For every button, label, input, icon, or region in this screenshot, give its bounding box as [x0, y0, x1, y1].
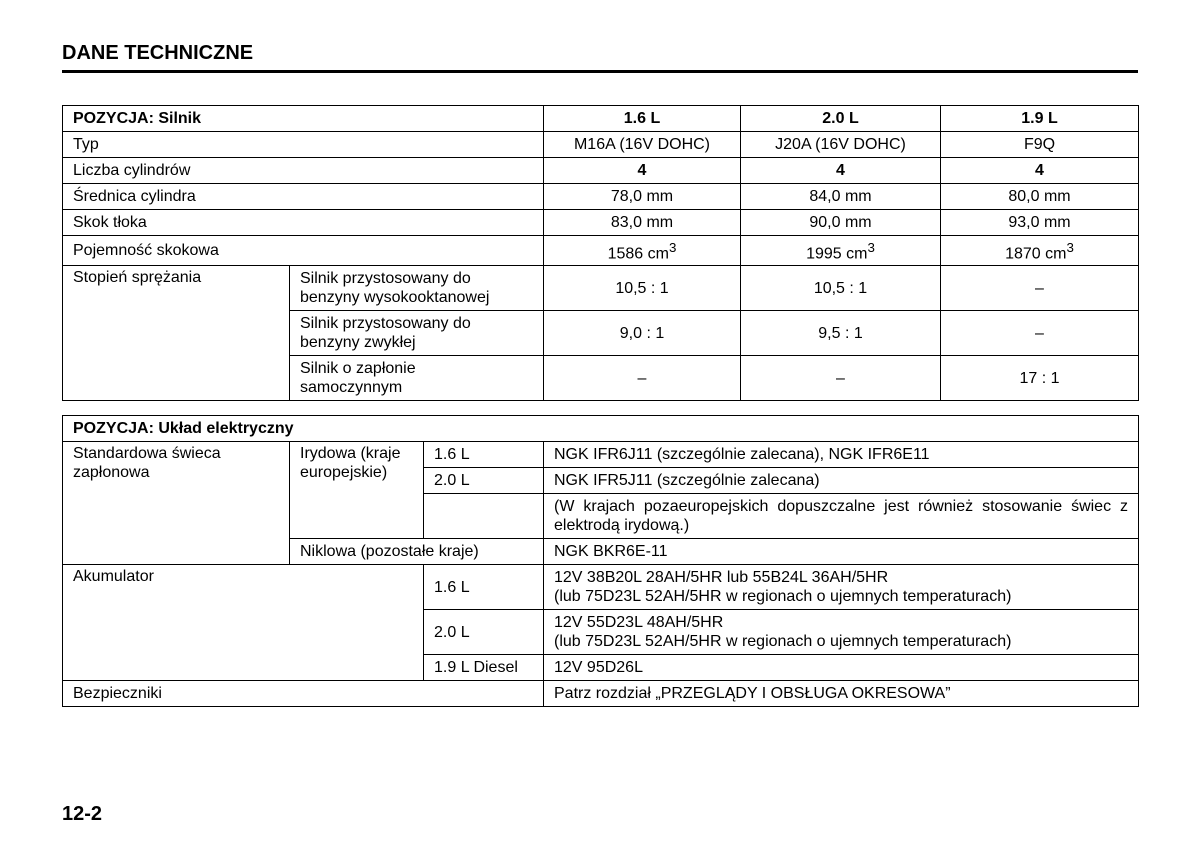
cell-16 — [544, 236, 741, 266]
label-line: benzyny zwykłej — [300, 334, 416, 352]
row-label: Średnica cylindra — [63, 184, 544, 210]
cell-16: M16A (16V DOHC) — [544, 132, 741, 158]
cell-16: 9,0 : 1 — [544, 311, 741, 356]
column-header-16: 1.6 L — [544, 106, 741, 132]
unit-superscript: 3 — [668, 240, 677, 255]
column-header-19: 1.9 L — [941, 106, 1139, 132]
table-header-row — [63, 416, 1139, 442]
cell-16: 10,5 : 1 — [544, 266, 741, 311]
empty-cell — [424, 494, 544, 539]
cell-20 — [741, 236, 941, 266]
cell-19: 80,0 mm — [941, 184, 1139, 210]
note-cell: (W krajach pozaeuropejskich dopuszczalne jest również stosowanie świec z elektrodą irydową.) — [544, 494, 1139, 539]
value-line: 12V 38B20L 28AH/5HR lub 55B24L 36AH/5HR — [554, 569, 889, 586]
cell-20: 10,5 : 1 — [741, 266, 941, 311]
engine-spec-table — [62, 105, 1139, 401]
value-cell: 12V 95D26L — [544, 655, 1139, 681]
cell-19: F9Q — [941, 132, 1139, 158]
label-line: benzyny wysokooktanowej — [300, 289, 490, 307]
value-cell — [544, 565, 1139, 610]
variant-cell: 2.0 L — [424, 468, 544, 494]
value-cell: NGK IFR5J11 (szczególnie zalecana) — [544, 468, 1139, 494]
value: 1870 cm — [1005, 245, 1067, 263]
row-label: Akumulator — [63, 565, 424, 681]
electrical-spec-table — [62, 415, 1139, 707]
value-cell: NGK IFR6J11 (szczególnie zalecana), NGK IFR6E11 — [544, 442, 1139, 468]
table-row-bore — [63, 184, 1139, 210]
electrical-heading: POZYCJA: Układ elektryczny — [63, 416, 1139, 442]
variant-cell: 1.6 L — [424, 442, 544, 468]
cell-20: 90,0 mm — [741, 210, 941, 236]
sub-label: Niklowa (pozostałe kraje) — [290, 539, 544, 565]
row-label: Typ — [63, 132, 544, 158]
value: 1995 cm — [806, 245, 868, 263]
cell-19 — [941, 236, 1139, 266]
table-row-cylinders — [63, 158, 1139, 184]
value-cell — [544, 610, 1139, 655]
engine-heading: POZYCJA: Silnik — [63, 106, 544, 132]
column-header-20: 2.0 L — [741, 106, 941, 132]
cell-20: J20A (16V DOHC) — [741, 132, 941, 158]
value-cell: Patrz rozdział „PRZEGLĄDY I OBSŁUGA OKRESOWA” — [544, 681, 1139, 707]
cell-16: 4 — [544, 158, 741, 184]
variant-cell: 1.6 L — [424, 565, 544, 610]
cell-19: 17 : 1 — [941, 356, 1139, 401]
cell-19: 4 — [941, 158, 1139, 184]
row-label: Stopień sprężania — [63, 266, 290, 401]
label-line: Silnik o zapłonie — [300, 360, 416, 378]
table-row-fuses — [63, 681, 1139, 707]
value-cell: NGK BKR6E-11 — [544, 539, 1139, 565]
row-label: Pojemność skokowa — [63, 236, 544, 266]
value-line: 12V 55D23L 48AH/5HR — [554, 614, 724, 631]
sub-label — [290, 311, 544, 356]
row-label: Bezpieczniki — [63, 681, 544, 707]
table-row-displacement — [63, 236, 1139, 266]
page-title: DANE TECHNICZNE — [62, 42, 254, 64]
sub-label — [290, 356, 544, 401]
value-line: (lub 75D23L 52AH/5HR w regionach o ujemnych temperaturach) — [554, 633, 1012, 650]
page-number: 12-2 — [62, 803, 103, 825]
cell-19: – — [941, 311, 1139, 356]
label-line: Silnik przystosowany do — [300, 315, 471, 333]
cell-20: 4 — [741, 158, 941, 184]
sub-label — [290, 266, 544, 311]
label-line: Silnik przystosowany do — [300, 270, 471, 288]
table-row-type — [63, 132, 1139, 158]
unit-superscript: 3 — [867, 240, 875, 255]
variant-cell: 1.9 L Diesel — [424, 655, 544, 681]
table-row-spark-plug — [63, 442, 1139, 468]
unit-superscript: 3 — [1066, 240, 1074, 255]
row-label: Standardowa świeca zapłonowa — [63, 442, 290, 565]
value: 1586 cm — [607, 245, 669, 263]
table-row-stroke — [63, 210, 1139, 236]
table-row-compression — [63, 266, 1139, 311]
cell-16: 83,0 mm — [544, 210, 741, 236]
label-line: samoczynnym — [300, 379, 403, 397]
row-label: Liczba cylindrów — [63, 158, 544, 184]
table-header-row — [63, 106, 1139, 132]
cell-20: 84,0 mm — [741, 184, 941, 210]
page-header — [62, 40, 1138, 73]
sub-label: Irydowa (kraje europejskie) — [290, 442, 424, 539]
cell-16: 78,0 mm — [544, 184, 741, 210]
cell-20: 9,5 : 1 — [741, 311, 941, 356]
row-label: Skok tłoka — [63, 210, 544, 236]
cell-19: – — [941, 266, 1139, 311]
value-line: (lub 75D23L 52AH/5HR w regionach o ujemnych temperaturach) — [554, 588, 1012, 605]
cell-19: 93,0 mm — [941, 210, 1139, 236]
table-row-battery — [63, 565, 1139, 610]
cell-16: – — [544, 356, 741, 401]
cell-20: – — [741, 356, 941, 401]
variant-cell: 2.0 L — [424, 610, 544, 655]
